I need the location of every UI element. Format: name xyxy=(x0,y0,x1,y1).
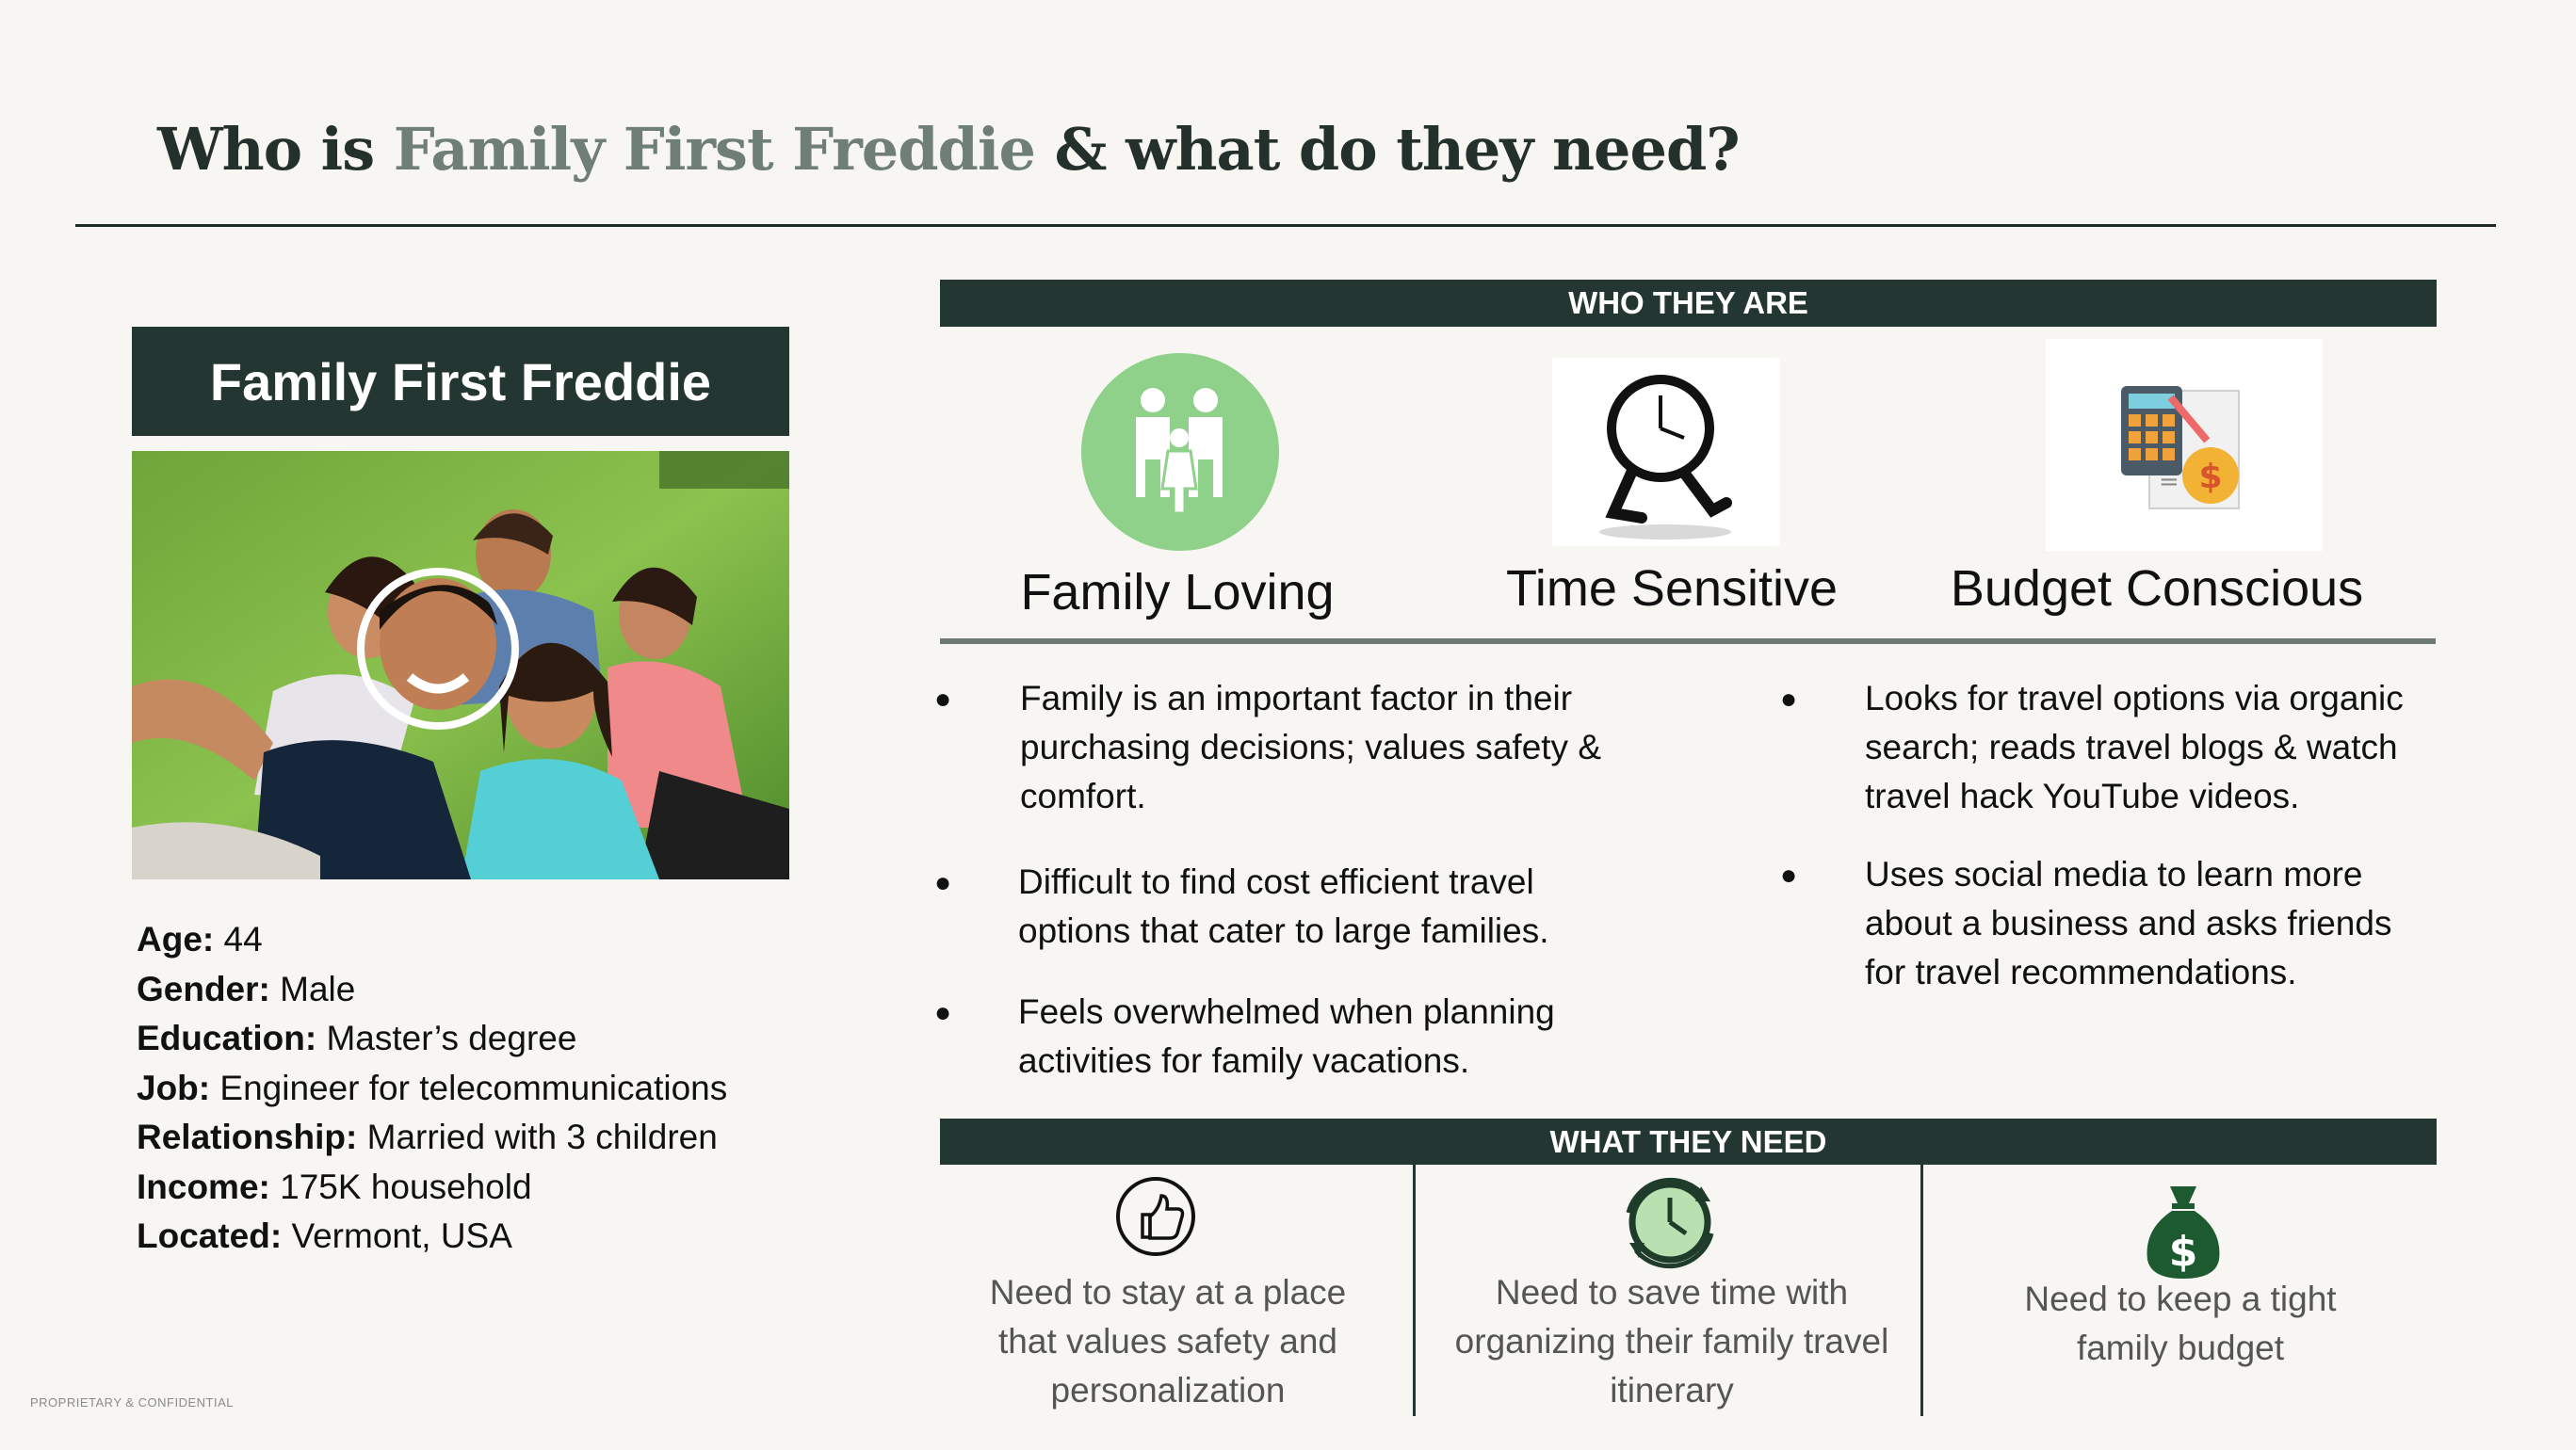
page-title xyxy=(157,115,1740,184)
bullet-dot: ● xyxy=(934,997,952,1028)
family-icon xyxy=(1081,353,1279,551)
detail-education xyxy=(137,1014,727,1064)
column-divider xyxy=(1920,1119,1923,1416)
detail-label: Job: xyxy=(137,1068,211,1107)
confidential-note: PROPRIETARY & CONFIDENTIAL xyxy=(30,1395,234,1410)
detail-label: Education: xyxy=(137,1019,317,1057)
trait-time-sensitive: Time Sensitive xyxy=(1505,560,1839,617)
detail-income xyxy=(137,1163,727,1213)
need-safety-personalization: Need to stay at a place that values safety and personalization xyxy=(989,1273,1347,1410)
bullet-cost-efficient: Difficult to find cost efficient travel options that cater to large families. xyxy=(1018,862,1549,950)
need-tight-budget: Need to keep a tight family budget xyxy=(2024,1280,2337,1367)
persona-photo xyxy=(132,451,789,879)
detail-value: Male xyxy=(269,969,356,1008)
trait-family-loving: Family Loving xyxy=(1020,564,1335,620)
thumbs-up-icon xyxy=(1114,1175,1197,1258)
title-highlight: Family First Freddie xyxy=(393,115,1035,184)
svg-text:$: $ xyxy=(2168,1228,2198,1276)
detail-value: Married with 3 children xyxy=(357,1118,718,1156)
traits-divider xyxy=(940,638,2436,644)
detail-age xyxy=(137,915,727,965)
bullet-dot: ● xyxy=(1780,860,1798,891)
detail-gender xyxy=(137,965,727,1015)
detail-label: Located: xyxy=(137,1216,283,1255)
detail-value: 44 xyxy=(214,920,263,959)
bullet-dot: ● xyxy=(934,684,952,715)
calculator-budget-icon xyxy=(2046,339,2323,551)
need-save-time: Need to save time with organizing their family travel itinerary xyxy=(1454,1273,1889,1410)
bullet-organic-search: Looks for travel options via organic search; reads travel blogs & watch travel hack YouTube videos. xyxy=(1865,679,2404,815)
title-divider xyxy=(75,224,2496,227)
detail-label: Income: xyxy=(137,1167,270,1206)
persona-details xyxy=(137,915,727,1262)
who-they-are-header: WHO THEY ARE xyxy=(940,280,2437,327)
clock-icon xyxy=(1614,1175,1725,1269)
bullet-family-decisions: Family is an important factor in their purchasing decisions; values safety & comfort. xyxy=(1020,679,1602,815)
detail-relationship xyxy=(137,1113,727,1163)
bullet-dot: ● xyxy=(934,867,952,898)
bullet-social-media: Uses social media to learn more about a business and asks friends for travel recommendations. xyxy=(1865,855,2392,991)
detail-label: Gender: xyxy=(137,969,270,1008)
detail-value: 175K household xyxy=(269,1167,532,1206)
detail-job xyxy=(137,1064,727,1114)
detail-location xyxy=(137,1212,727,1262)
title-suffix: & what do they need? xyxy=(1034,115,1740,184)
detail-label: Age: xyxy=(137,920,215,959)
bullet-dot: ● xyxy=(1780,684,1798,715)
svg-text:$: $ xyxy=(2198,458,2223,496)
what-they-need-header: WHAT THEY NEED xyxy=(940,1119,2437,1165)
detail-value: Vermont, USA xyxy=(282,1216,512,1255)
title-prefix: Who is xyxy=(157,115,394,184)
money-bag-icon xyxy=(2144,1183,2223,1281)
detail-label: Relationship: xyxy=(137,1118,358,1156)
trait-budget-conscious: Budget Conscious xyxy=(1950,560,2364,617)
detail-value: Master’s degree xyxy=(316,1019,577,1057)
running-clock-icon xyxy=(1552,358,1780,546)
column-divider xyxy=(1413,1119,1416,1416)
persona-name-banner: Family First Freddie xyxy=(132,327,789,436)
svg-text:=: = xyxy=(2159,468,2179,496)
detail-value: Engineer for telecommunications xyxy=(210,1068,728,1107)
bullet-overwhelmed: Feels overwhelmed when planning activities for family vacations. xyxy=(1018,992,1555,1080)
